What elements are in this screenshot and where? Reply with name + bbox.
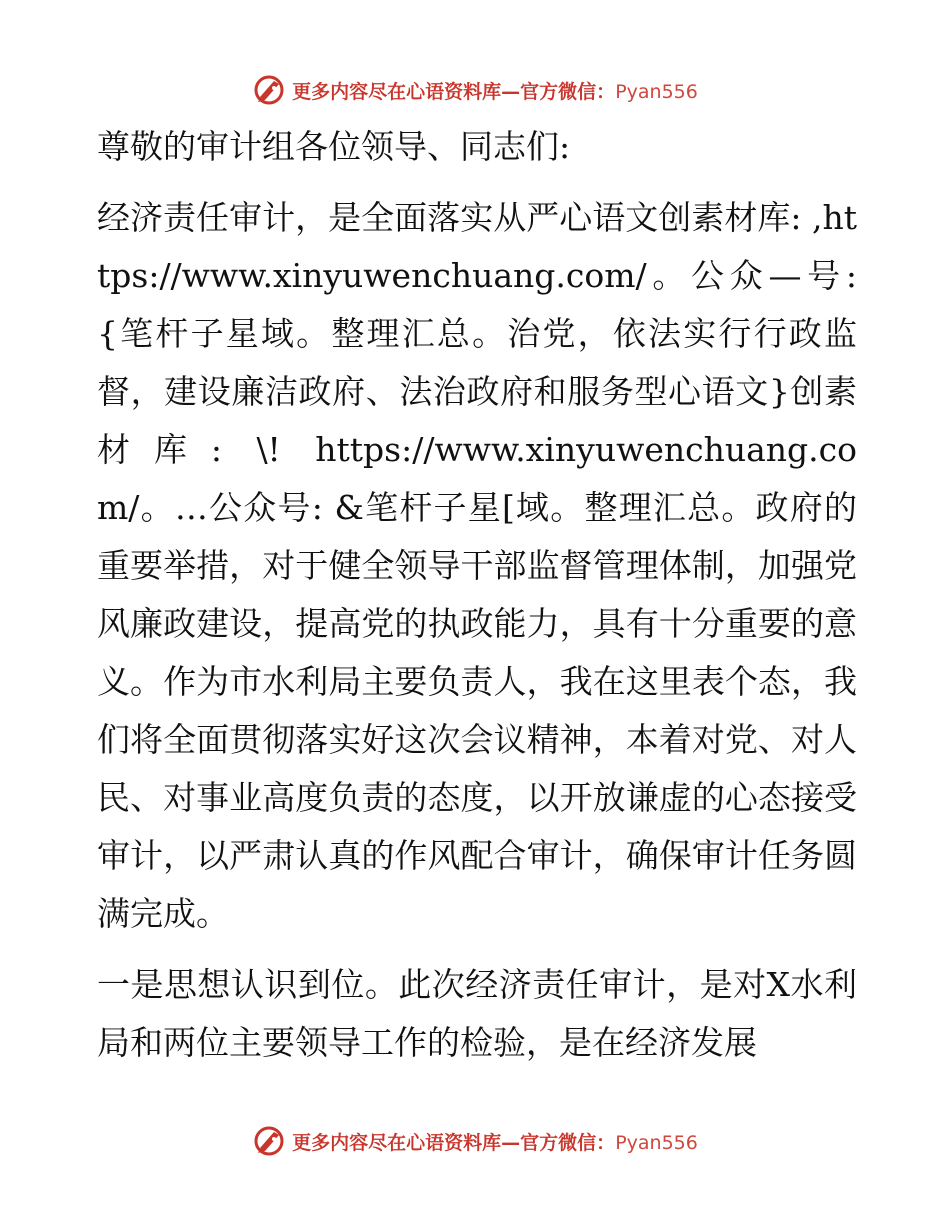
footer-watermark-banner: [0, 1121, 950, 1161]
header-brand-text: 更多内容尽在心语资料库: [292, 80, 502, 103]
document-body: [97, 118, 857, 1072]
footer-separator: —: [501, 1131, 521, 1154]
footer-wechat-label: 官方微信：: [520, 1131, 616, 1154]
pen-in-circle-logo-icon: [252, 73, 286, 107]
pen-in-circle-logo-icon: [252, 1124, 286, 1158]
paragraph-2: 一是思想认识到位。此次经济责任审计，是对X水利局和两位主要领导工作的检验，是在经济发展: [97, 965, 857, 1062]
header-wechat-label: 官方微信：: [520, 80, 616, 103]
footer-banner-content: [252, 1124, 698, 1158]
footer-wechat-id: Pyan556: [615, 1131, 698, 1154]
header-separator: —: [501, 80, 521, 103]
header-banner-content: [252, 73, 698, 107]
footer-banner-text: [292, 1128, 698, 1155]
salutation: 尊敬的审计组各位领导、同志们:: [97, 127, 571, 166]
header-watermark-banner: [0, 70, 950, 110]
header-banner-text: [292, 77, 698, 104]
footer-brand-text: 更多内容尽在心语资料库: [292, 1131, 502, 1154]
paragraph-1: 经济责任审计，是全面落实从严心语文创素材库: ,https://www.xinyuwenchuang.com/。公众—号: {笔杆子星域。整理汇总。治党，依法实行行政监督，建设廉洁政府、法治政府和服务型心语文}创素材库: \! https://www.xinyuwenchuang.com/。…公众号: &笔杆子星[域。整理汇总。政府的重要举措，对于健全领导干部监督管理体制，加强党风廉政建设，提高党的执政能力，具有十分重要的意义。作为市水利局主要负责人，我在这里表个态，我们将全面贯彻落实好这次会议精神，本着对党、对人民、对事业高度负责的态度，以开放谦虚的心态接受审计，以严肃认真的作风配合审计，确保审计任务圆满完成。: [97, 198, 857, 933]
header-wechat-id: Pyan556: [615, 80, 698, 103]
